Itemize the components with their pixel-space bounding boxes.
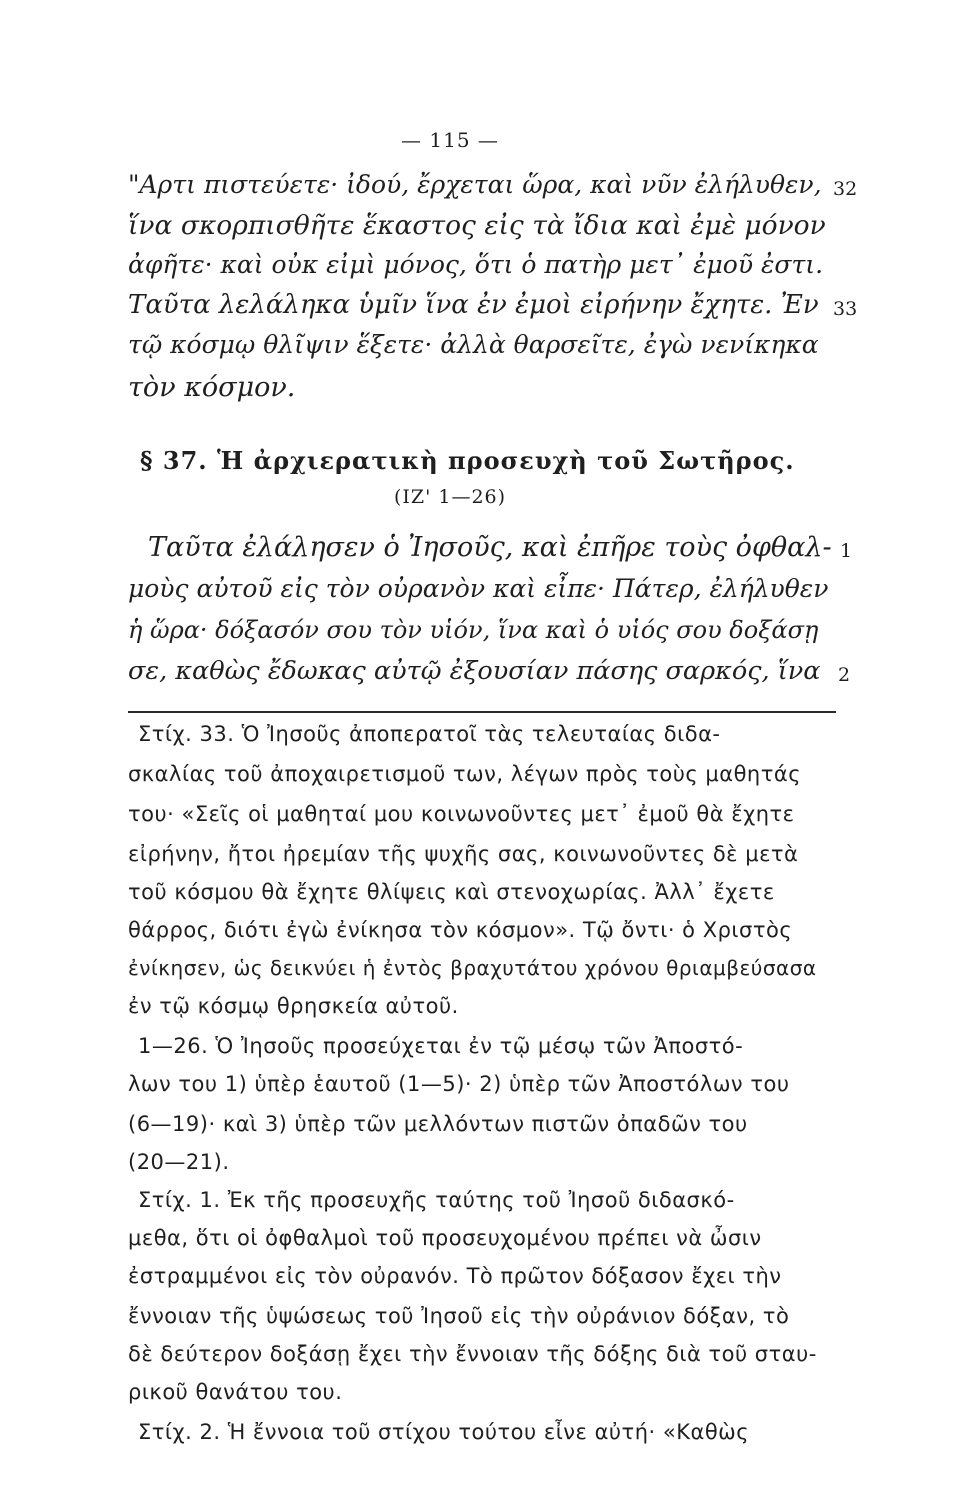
section-heading: § 37. Ἡ ἀρχιερατικὴ προσευχὴ τοῦ Σωτῆρος.: [140, 446, 795, 475]
note-line-9: 1—26. Ὁ Ἰησοῦς προσεύχεται ἐν τῷ μέσῳ τῶν Ἀποστό-: [138, 1034, 744, 1058]
section-text-line-4: σε, καθὼς ἔδωκας αὐτῷ ἐξουσίαν πάσης σαρκός, ἵνα: [128, 656, 821, 686]
note-line-8: ἐν τῷ κόσμῳ θρησκεία αὐτοῦ.: [128, 994, 459, 1018]
section-text-line-3: ἡ ὥρα· δόξασόν σου τὸν υἱόν, ἵνα καὶ ὁ υἱός σου δοξάσῃ: [128, 616, 819, 644]
verse-number-2: 2: [838, 664, 851, 686]
verse-number-33: 33: [833, 298, 858, 320]
main-text-line-1: "Αρτι πιστεύετε· ἰδού, ἔρχεται ὥρα, καὶ νῦν ἐλήλυθεν,: [128, 170, 822, 199]
verse-number-32: 32: [833, 178, 858, 200]
note-line-19: Στίχ. 2. Ἡ ἔννοια τοῦ στίχου τούτου εἶνε αὐτή· «Καθὼς: [138, 1420, 750, 1444]
page-number: — 115 —: [401, 128, 499, 152]
section-reference: (ΙΖ' 1—26): [393, 486, 507, 508]
verse-number-1: 1: [840, 540, 853, 562]
note-line-17: δὲ δεύτερον δοξάσῃ ἔχει τὴν ἔννοιαν τῆς δόξης διὰ τοῦ σταυ-: [128, 1342, 817, 1366]
main-text-line-4: Ταῦτα λελάληκα ὑμῖν ἵνα ἐν ἐμοὶ εἰρήνην ἔχητε. Ἐν: [128, 290, 819, 320]
note-line-14: μεθα, ὅτι οἱ ὀφθαλμοὶ τοῦ προσευχομένου πρέπει νὰ ὦσιν: [128, 1226, 762, 1250]
note-line-15: ἐστραμμένοι εἰς τὸν οὐρανόν. Τὸ πρῶτον δόξασον ἔχει τὴν: [128, 1264, 782, 1288]
footnote-divider: [128, 711, 836, 713]
note-line-4: εἰρήνην, ἤτοι ἠρεμίαν τῆς ψυχῆς σας, κοινωνοῦντες δὲ μετὰ: [128, 842, 799, 866]
note-line-7: ἐνίκησεν, ὡς δεικνύει ἡ ἐντὸς βραχυτάτου χρόνου θριαμβεύσασα: [128, 956, 817, 980]
note-line-10: λων του 1) ὑπὲρ ἑαυτοῦ (1—5)· 2) ὑπὲρ τῶν Ἀποστόλων του: [128, 1072, 790, 1096]
section-text-line-1: Ταῦτα ἐλάλησεν ὁ Ἰησοῦς, καὶ ἐπῆρε τοὺς ὀφθαλ-: [148, 532, 832, 563]
note-line-2: σκαλίας τοῦ ἀποχαιρετισμοῦ των, λέγων πρὸς τοὺς μαθητάς: [128, 762, 802, 786]
section-text-line-2: μοὺς αὐτοῦ εἰς τὸν οὐρανὸν καὶ εἶπε· Πάτερ, ἐλήλυθεν: [128, 574, 829, 603]
note-line-6: θάρρος, διότι ἐγὼ ἐνίκησα τὸν κόσμον». Τῷ ὄντι· ὁ Χριστὸς: [128, 918, 793, 942]
note-line-11: (6—19)· καὶ 3) ὑπὲρ τῶν μελλόντων πιστῶν ὀπαδῶν του: [128, 1112, 748, 1136]
main-text-line-2: ἵνα σκορπισθῆτε ἕκαστος εἰς τὰ ἴδια καὶ ἐμὲ μόνον: [128, 210, 826, 241]
note-line-5: τοῦ κόσμου θὰ ἔχητε θλίψεις καὶ στενοχωρίας. Ἀλλ᾿ ἔχετε: [128, 880, 775, 904]
note-line-16: ἔννοιαν τῆς ὑψώσεως τοῦ Ἰησοῦ εἰς τὴν οὐράνιον δόξαν, τὸ: [128, 1304, 790, 1328]
main-text-line-3: ἀφῆτε· καὶ οὐκ εἰμὶ μόνος, ὅτι ὁ πατὴρ μετ᾿ ἐμοῦ ἐστι.: [128, 250, 824, 279]
main-text-line-6: τὸν κόσμον.: [128, 372, 296, 403]
note-line-3: του· «Σεῖς οἱ μαθηταί μου κοινωνοῦντες μετ᾿ ἐμοῦ θὰ ἔχητε: [128, 802, 795, 826]
note-line-18: ρικοῦ θανάτου του.: [128, 1380, 343, 1404]
main-text-line-5: τῷ κόσμῳ θλῖψιν ἕξετε· ἀλλὰ θαρσεῖτε, ἐγὼ νενίκηκα: [128, 330, 819, 359]
note-line-12: (20—21).: [128, 1150, 230, 1174]
note-line-13: Στίχ. 1. Ἐκ τῆς προσευχῆς ταύτης τοῦ Ἰησοῦ διδασκό-: [138, 1188, 735, 1212]
note-line-1: Στίχ. 33. Ὁ Ἰησοῦς ἀποπερατοῖ τὰς τελευταίας διδα-: [138, 722, 721, 746]
